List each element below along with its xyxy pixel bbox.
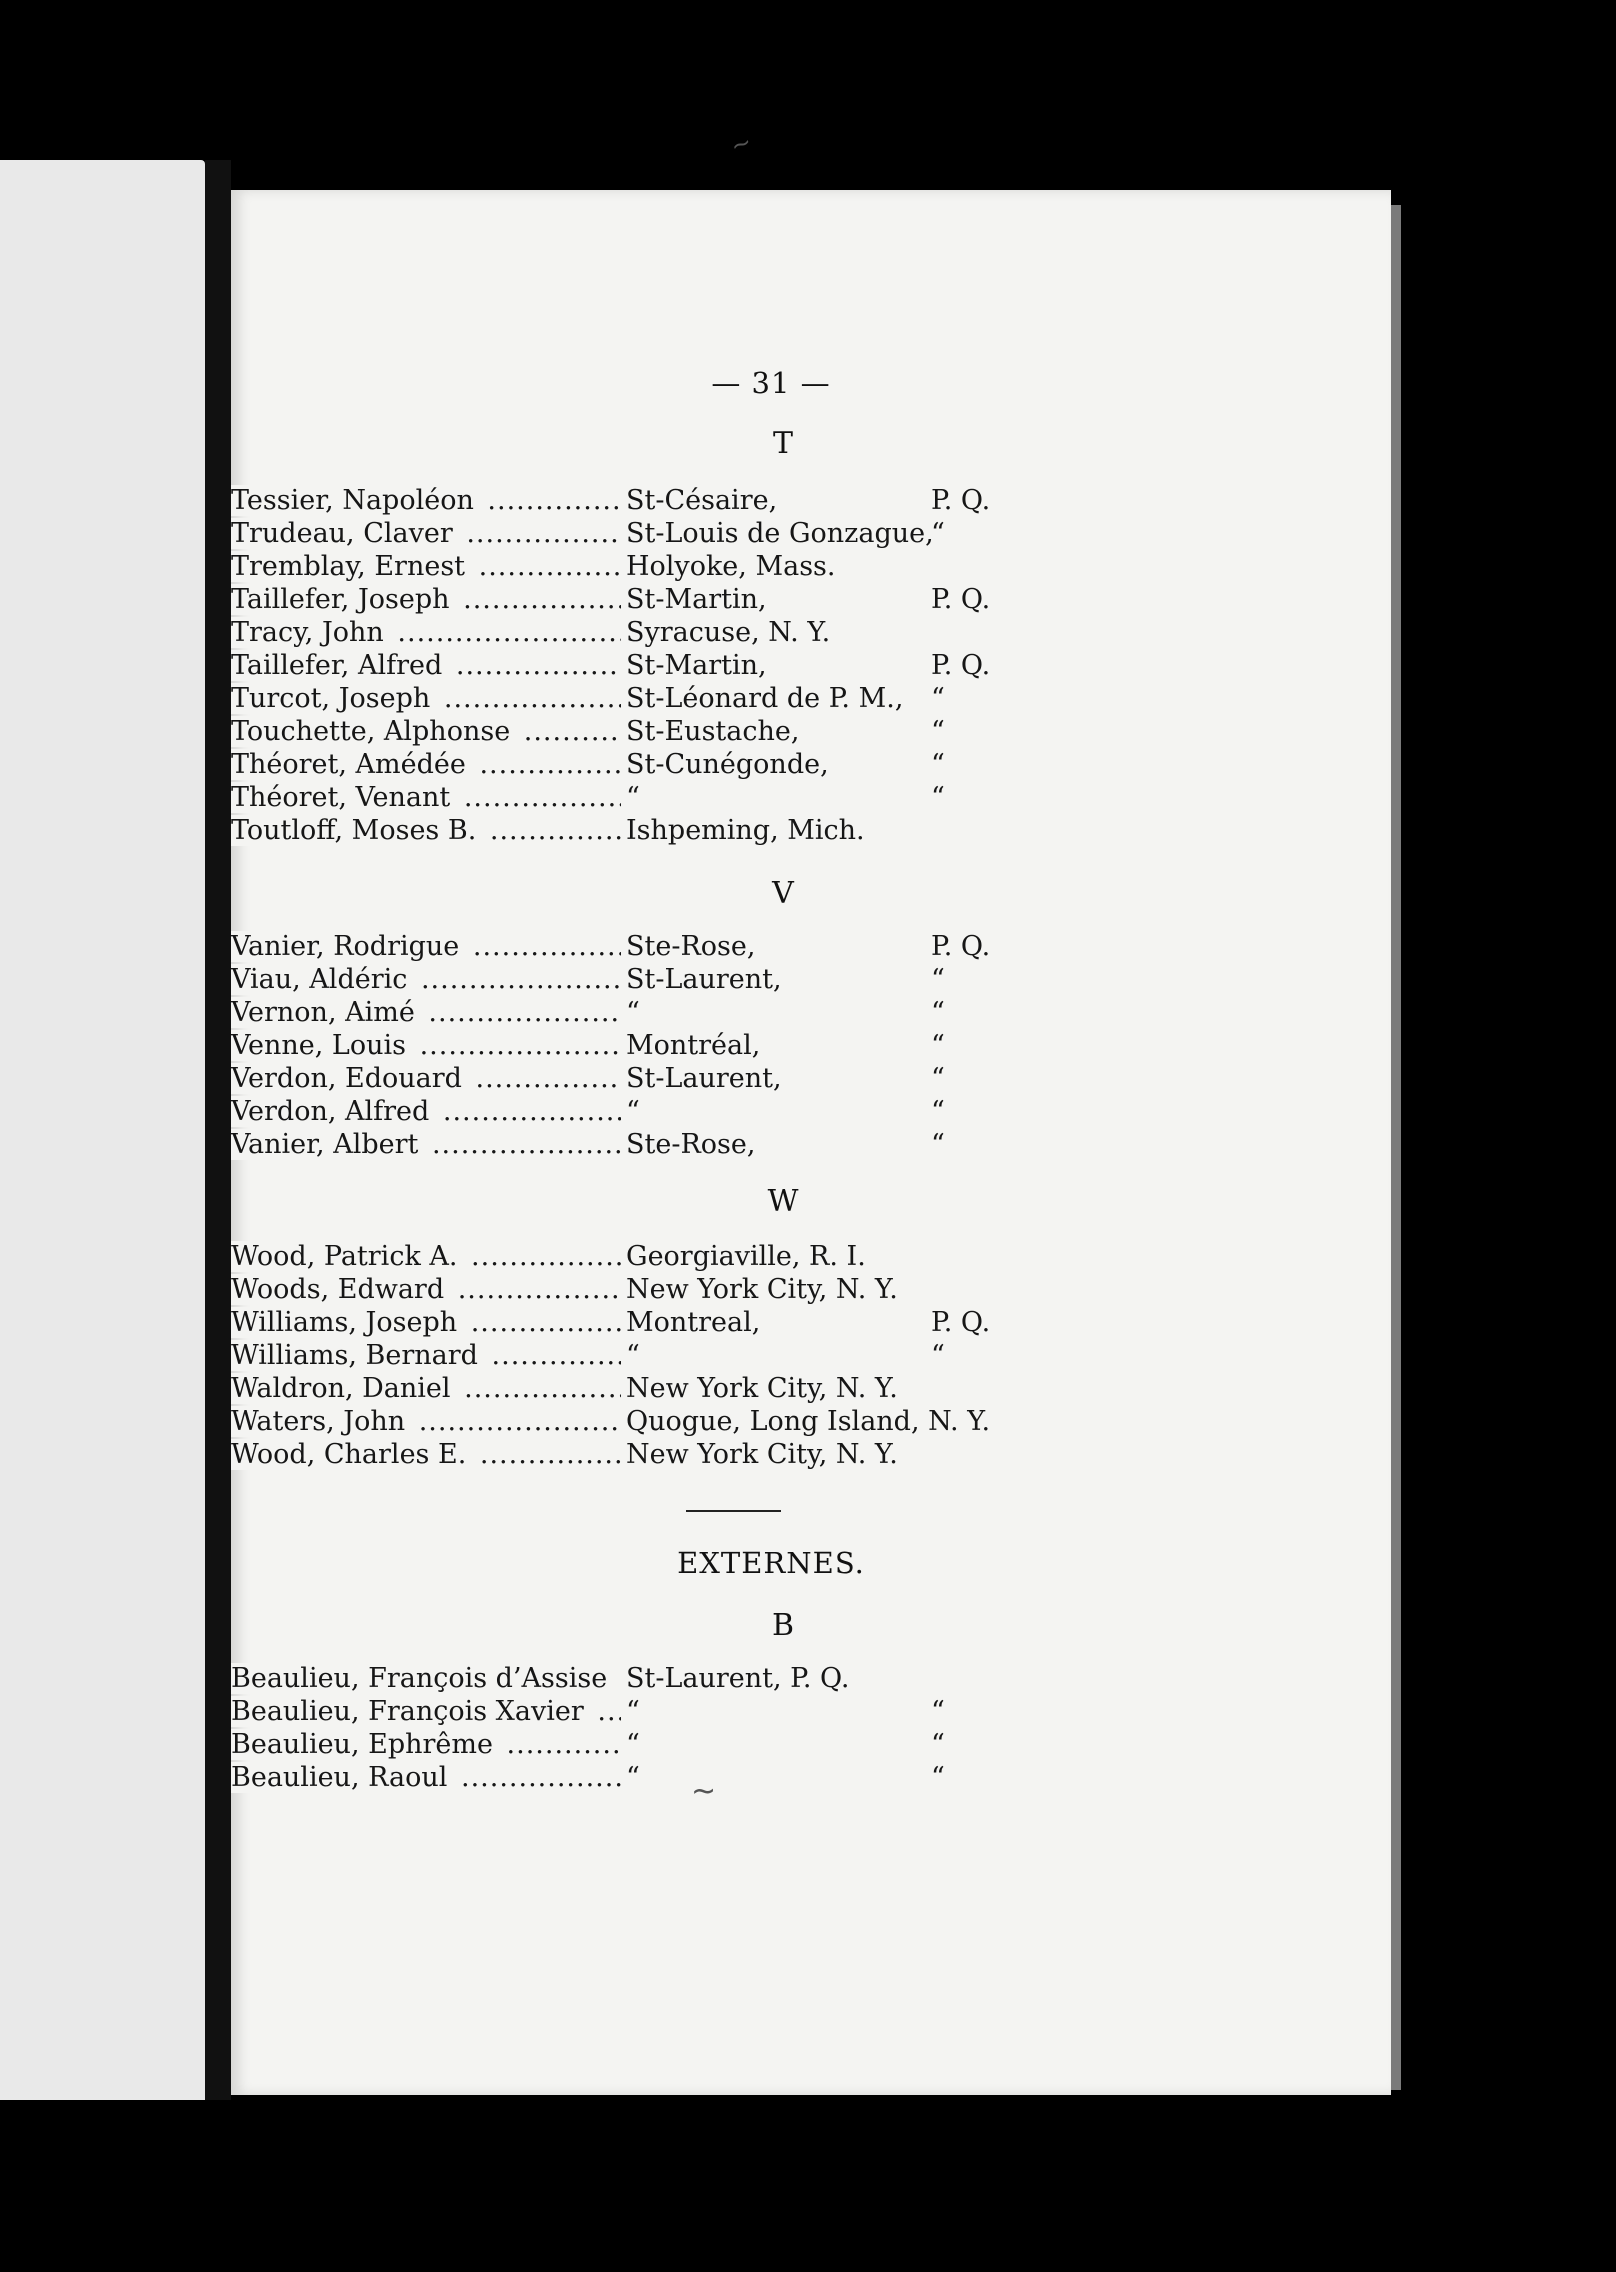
entry-name bbox=[231, 1662, 621, 1695]
entry-name-text: Beaulieu, François d’Assise bbox=[231, 1663, 611, 1694]
entry-name bbox=[231, 781, 621, 814]
entry-province: “ bbox=[931, 1729, 945, 1760]
entry-province: “ bbox=[931, 518, 945, 549]
list-item bbox=[231, 1062, 1391, 1095]
entry-name-text: Venne, Louis bbox=[231, 1030, 410, 1061]
externes-list bbox=[231, 1662, 1391, 1794]
list-item bbox=[231, 1273, 1391, 1306]
entry-name-text: Tessier, Napoléon bbox=[231, 485, 478, 516]
list-item bbox=[231, 616, 1391, 649]
register-page bbox=[231, 127, 1391, 2095]
list-item bbox=[231, 1095, 1391, 1128]
entry-place: “ bbox=[626, 1096, 640, 1127]
entry-province: “ bbox=[931, 1762, 945, 1793]
entry-place: St-Laurent, bbox=[626, 964, 782, 995]
list-item bbox=[231, 1438, 1391, 1471]
list-item bbox=[231, 649, 1391, 682]
entry-province: “ bbox=[931, 1129, 945, 1160]
entry-name bbox=[231, 550, 621, 583]
entry-name bbox=[231, 1128, 621, 1161]
entry-place: Quogue, Long Island, N. Y. bbox=[626, 1406, 991, 1437]
entry-province: “ bbox=[931, 1063, 945, 1094]
entry-place: Montreal, bbox=[626, 1307, 761, 1338]
section-divider-rule bbox=[686, 1510, 781, 1512]
entry-name bbox=[231, 963, 621, 996]
entry-place: “ bbox=[626, 1729, 640, 1760]
entry-name-text: Verdon, Alfred bbox=[231, 1096, 433, 1127]
entry-name-text: Wood, Patrick A. bbox=[231, 1241, 461, 1272]
list-item bbox=[231, 517, 1391, 550]
section-letter-t: T bbox=[772, 426, 793, 461]
entry-name-text: Théoret, Amédée bbox=[231, 749, 470, 780]
entry-name-text: Vernon, Aimé bbox=[231, 997, 419, 1028]
entry-name bbox=[231, 1095, 621, 1128]
list-item bbox=[231, 1405, 1391, 1438]
entry-name-text: Taillefer, Joseph bbox=[231, 584, 454, 615]
entry-name bbox=[231, 1029, 621, 1062]
list-item bbox=[231, 1240, 1391, 1273]
entry-place: St-Léonard de P. M., bbox=[626, 683, 904, 714]
entry-name-text: Toutloff, Moses B. bbox=[231, 815, 480, 846]
entry-name-text: Beaulieu, Raoul bbox=[231, 1762, 451, 1793]
list-item bbox=[231, 996, 1391, 1029]
entry-name bbox=[231, 1306, 621, 1339]
entry-province: P. Q. bbox=[931, 650, 991, 681]
entry-place: “ bbox=[626, 1696, 640, 1727]
section-letter-v: V bbox=[772, 876, 794, 911]
list-item bbox=[231, 930, 1391, 963]
entry-province: P. Q. bbox=[931, 1307, 991, 1338]
entry-place: St-Laurent, P. Q. bbox=[626, 1663, 850, 1694]
page-number: — 31 — bbox=[711, 366, 831, 400]
entry-name bbox=[231, 583, 621, 616]
entry-name bbox=[231, 814, 621, 847]
entry-name bbox=[231, 1240, 621, 1273]
entry-name bbox=[231, 930, 621, 963]
book-spine bbox=[205, 160, 231, 2100]
list-item bbox=[231, 1372, 1391, 1405]
entry-name bbox=[231, 748, 621, 781]
entry-name bbox=[231, 616, 621, 649]
entry-place: St-Martin, bbox=[626, 584, 767, 615]
entry-name-text: Touchette, Alphonse bbox=[231, 716, 514, 747]
entry-place: New York City, N. Y. bbox=[626, 1439, 898, 1470]
entry-name bbox=[231, 484, 621, 517]
list-item bbox=[231, 484, 1391, 517]
entry-province: “ bbox=[931, 1030, 945, 1061]
section-letter-w: W bbox=[767, 1184, 799, 1219]
entry-province: “ bbox=[931, 782, 945, 813]
entry-province: “ bbox=[931, 1696, 945, 1727]
list-item bbox=[231, 1695, 1391, 1728]
entry-province: P. Q. bbox=[931, 931, 991, 962]
entry-name-text: Wood, Charles E. bbox=[231, 1439, 470, 1470]
entry-name-text: Williams, Joseph bbox=[231, 1307, 461, 1338]
entry-name bbox=[231, 517, 621, 550]
entry-place: New York City, N. Y. bbox=[626, 1373, 898, 1404]
entry-place: Syracuse, N. Y. bbox=[626, 617, 831, 648]
list-item bbox=[231, 682, 1391, 715]
entry-province: “ bbox=[931, 683, 945, 714]
entry-place: Ste-Rose, bbox=[626, 1129, 756, 1160]
section-t-list bbox=[231, 484, 1391, 847]
entry-place: New York City, N. Y. bbox=[626, 1274, 898, 1305]
section-letter-b: B bbox=[771, 1608, 795, 1643]
entry-province: “ bbox=[931, 997, 945, 1028]
entry-place: St-Laurent, bbox=[626, 1063, 782, 1094]
entry-place: Holyoke, Mass. bbox=[626, 551, 836, 582]
entry-name bbox=[231, 1761, 621, 1794]
list-item bbox=[231, 963, 1391, 996]
entry-name-text: Waters, John bbox=[231, 1406, 409, 1437]
entry-name bbox=[231, 1695, 621, 1728]
section-v-list bbox=[231, 930, 1391, 1161]
entry-name bbox=[231, 996, 621, 1029]
entry-place: “ bbox=[626, 1762, 640, 1793]
list-item bbox=[231, 814, 1391, 847]
pencil-scribble: ~ bbox=[726, 127, 756, 161]
entry-place: St-Eustache, bbox=[626, 716, 800, 747]
externes-heading: EXTERNES. bbox=[677, 1546, 865, 1580]
entry-place: St-Césaire, bbox=[626, 485, 778, 516]
entry-name-text: Taillefer, Alfred bbox=[231, 650, 446, 681]
entry-name bbox=[231, 682, 621, 715]
list-item bbox=[231, 1662, 1391, 1695]
entry-place: Georgiaville, R. I. bbox=[626, 1241, 866, 1272]
list-item bbox=[231, 1761, 1391, 1794]
list-item bbox=[231, 1728, 1391, 1761]
entry-name bbox=[231, 1273, 621, 1306]
list-item bbox=[231, 1029, 1391, 1062]
list-item bbox=[231, 715, 1391, 748]
entry-name bbox=[231, 1438, 621, 1471]
entry-name-text: Woods, Edward bbox=[231, 1274, 448, 1305]
entry-place: St-Martin, bbox=[626, 650, 767, 681]
entry-place: St-Cunégonde, bbox=[626, 749, 829, 780]
list-item bbox=[231, 550, 1391, 583]
entry-name-text: Tracy, John bbox=[231, 617, 388, 648]
entry-name bbox=[231, 1372, 621, 1405]
entry-name bbox=[231, 1405, 621, 1438]
section-w-list bbox=[231, 1240, 1391, 1471]
entry-name-text: Turcot, Joseph bbox=[231, 683, 434, 714]
entry-place: Ishpeming, Mich. bbox=[626, 815, 865, 846]
list-item bbox=[231, 583, 1391, 616]
entry-name bbox=[231, 1728, 621, 1761]
entry-name bbox=[231, 649, 621, 682]
entry-place: “ bbox=[626, 782, 640, 813]
list-item bbox=[231, 1128, 1391, 1161]
entry-place: Montréal, bbox=[626, 1030, 761, 1061]
list-item bbox=[231, 1306, 1391, 1339]
entry-name-text: Vanier, Albert bbox=[231, 1129, 422, 1160]
list-item bbox=[231, 748, 1391, 781]
entry-name-text: Beaulieu, Ephrême bbox=[231, 1729, 497, 1760]
entry-name-text: Waldron, Daniel bbox=[231, 1373, 455, 1404]
entry-name-text: Tremblay, Ernest bbox=[231, 551, 469, 582]
entry-province: “ bbox=[931, 716, 945, 747]
list-item bbox=[231, 1339, 1391, 1372]
entry-province: P. Q. bbox=[931, 485, 991, 516]
entry-name-text: Beaulieu, François Xavier bbox=[231, 1696, 588, 1727]
entry-province: “ bbox=[931, 1340, 945, 1371]
pencil-mark: ~ bbox=[691, 1774, 717, 1809]
entry-place: Ste-Rose, bbox=[626, 931, 756, 962]
entry-name bbox=[231, 1339, 621, 1372]
entry-name-text: Viau, Aldéric bbox=[231, 964, 411, 995]
entry-province: “ bbox=[931, 1096, 945, 1127]
entry-name-text: Trudeau, Claver bbox=[231, 518, 457, 549]
entry-province: P. Q. bbox=[931, 584, 991, 615]
entry-name-text: Théoret, Venant bbox=[231, 782, 454, 813]
entry-place: St-Louis de Gonzague, bbox=[626, 518, 934, 549]
facing-page-edge bbox=[0, 160, 205, 2100]
list-item bbox=[231, 781, 1391, 814]
entry-name bbox=[231, 1062, 621, 1095]
entry-name-text: Williams, Bernard bbox=[231, 1340, 482, 1371]
entry-name-text: Verdon, Edouard bbox=[231, 1063, 466, 1094]
entry-province: “ bbox=[931, 749, 945, 780]
entry-name-text: Vanier, Rodrigue bbox=[231, 931, 463, 962]
entry-place: “ bbox=[626, 997, 640, 1028]
entry-place: “ bbox=[626, 1340, 640, 1371]
entry-name bbox=[231, 715, 621, 748]
entry-province: “ bbox=[931, 964, 945, 995]
